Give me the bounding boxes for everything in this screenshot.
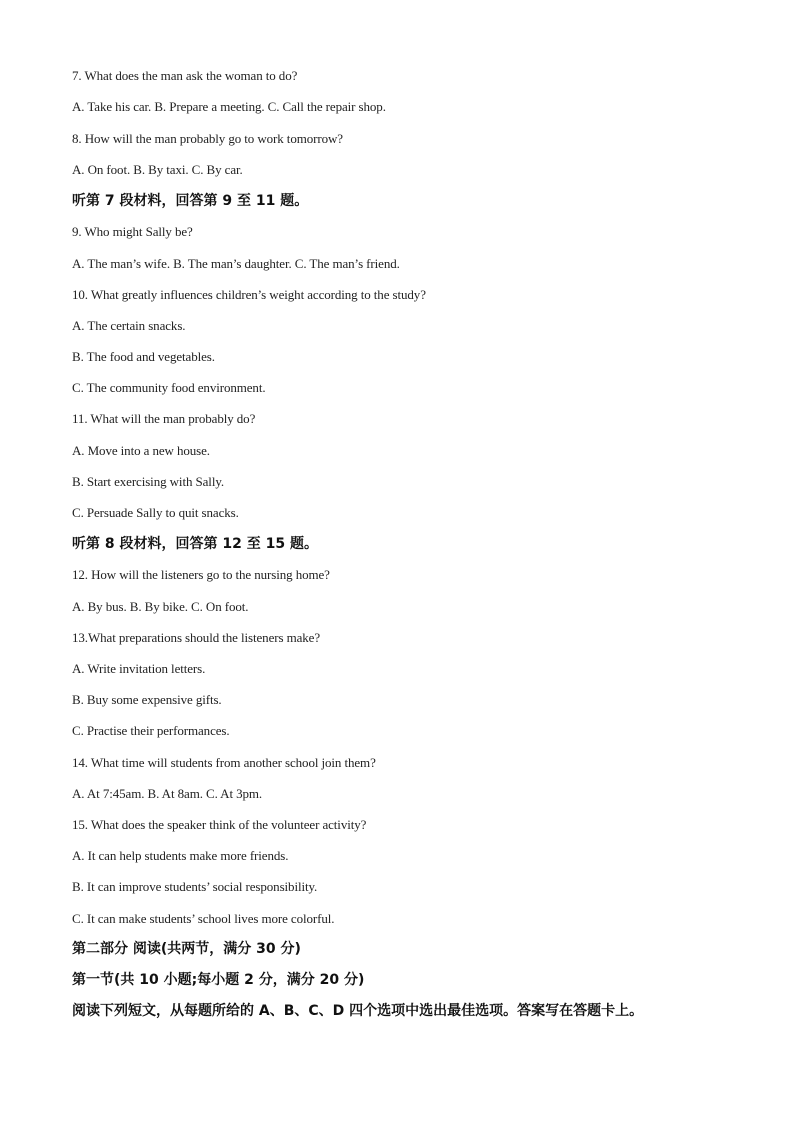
question-11: 11. What will the man probably do? [72,411,256,426]
question-12: 12. How will the listeners go to the nursing home? [72,567,330,582]
question-13-option-a: A. Write invitation letters. [72,661,206,676]
question-7-options: A. Take his car. B. Prepare a meeting. C. Call the repair shop. [72,99,386,114]
question-11-option-a: A. Move into a new house. [72,443,210,458]
question-10-option-b: B. The food and vegetables. [72,349,215,364]
question-7: 7. What does the man ask the woman to do? [72,68,298,83]
question-8: 8. How will the man probably go to work tomorrow? [72,131,343,146]
question-13-option-b: B. Buy some expensive gifts. [72,692,222,707]
question-8-options: A. On foot. B. By taxi. C. By car. [72,162,243,177]
reading-instructions: 阅读下列短文，从每题所给的 A、B、C、D 四个选项中选出最佳选项。答案写在答题卡上。 [72,1003,644,1019]
question-10: 10. What greatly influences children’s weight according to the study? [72,287,426,302]
question-14: 14. What time will students from another school join them? [72,755,376,770]
section-heading-7: 听第 7 段材料，回答第 9 至 11 题。 [72,193,309,209]
question-9-options: A. The man’s wife. B. The man’s daughter. C. The man’s friend. [72,256,400,271]
question-10-option-c: C. The community food environment. [72,380,266,395]
question-9: 9. Who might Sally be? [72,224,193,239]
question-13: 13.What preparations should the listeners make? [72,630,321,645]
question-15-option-b: B. It can improve students’ social responsibility. [72,879,318,894]
question-11-option-c: C. Persuade Sally to quit snacks. [72,505,239,520]
question-12-options: A. By bus. B. By bike. C. On foot. [72,599,249,614]
question-14-options: A. At 7:45am. B. At 8am. C. At 3pm. [72,786,263,801]
question-13-option-c: C. Practise their performances. [72,723,230,738]
question-10-option-a: A. The certain snacks. [72,318,186,333]
section-one-heading: 第一节(共 10 小题;每小题 2 分，满分 20 分) [72,972,365,988]
section-heading-8: 听第 8 段材料，回答第 12 至 15 题。 [72,536,318,552]
part-two-heading: 第二部分 阅读(共两节，满分 30 分) [72,941,301,957]
question-15-option-c: C. It can make students’ school lives more colorful. [72,911,335,926]
question-15-option-a: A. It can help students make more friends. [72,848,289,863]
question-11-option-b: B. Start exercising with Sally. [72,474,225,489]
question-15: 15. What does the speaker think of the volunteer activity? [72,817,367,832]
